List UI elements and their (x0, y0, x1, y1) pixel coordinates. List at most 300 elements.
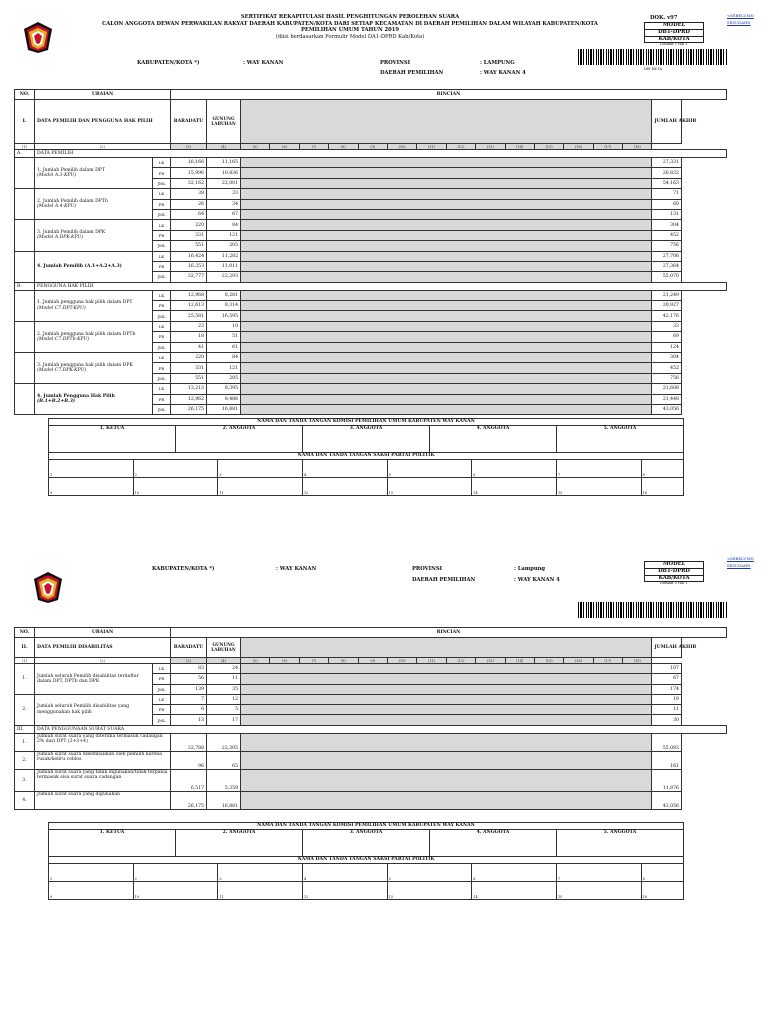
row-label (35, 694, 153, 725)
row-label (35, 353, 153, 384)
value-total: 71 (652, 189, 681, 199)
subheader-row (15, 100, 727, 144)
signature-title-row (49, 823, 684, 830)
value-gunung-labuhan: 8,486 (207, 394, 241, 404)
value-gunung-labuhan: 205 (207, 373, 241, 383)
table-row (15, 158, 727, 168)
column-number: (12) (446, 658, 475, 664)
row-number (15, 290, 35, 321)
value-baradatu: 16,166 (171, 158, 207, 168)
witness-slot: 1 (49, 460, 134, 478)
table-row (15, 664, 727, 674)
model-box (644, 22, 704, 43)
value-total: 11 (652, 705, 681, 715)
value-gunung-labuhan: 11 (207, 674, 241, 684)
gender-code: JML (153, 241, 171, 251)
gender-code: PR (153, 394, 171, 404)
sheet-1 (0, 0, 768, 510)
value-baradatu: 32,162 (171, 178, 207, 188)
row-number (15, 189, 35, 220)
section-row (15, 150, 727, 158)
empty-columns-fill (241, 373, 652, 383)
table-row (15, 384, 727, 394)
value-gunung-labuhan: 8,395 (207, 384, 241, 394)
value-total: 33 (652, 321, 681, 331)
row-label-source: (Model A.3-KPU) (37, 173, 77, 179)
empty-columns-fill (241, 311, 652, 321)
voter-data-table (14, 89, 727, 415)
value-baradatu: 220 (171, 353, 207, 363)
value-gunung-labuhan: 11,282 (207, 251, 241, 261)
row-label-text: 1. Jumlah pengguna hak pilih dalam DPT (37, 300, 133, 306)
next-link[interactable]: SESUDAHN (727, 563, 751, 568)
value-baradatu: 6,517 (171, 769, 207, 791)
row-label-text: 3. Jumlah pengguna hak pilih dalam DPK (37, 362, 133, 368)
value-total: 452 (652, 230, 681, 240)
empty-columns-fill (241, 769, 652, 791)
row-number: 3. (15, 769, 35, 791)
witness-slot: 11 (218, 882, 303, 900)
gender-code: LK (153, 189, 171, 199)
empty-columns-fill (241, 384, 652, 394)
dapil-value: : WAY KANAN 4 (514, 577, 560, 583)
empty-columns-fill (241, 684, 652, 694)
signature-member-3: 3. ANGGOTA (302, 830, 429, 857)
model-line-2: DB1-DPRD (645, 30, 703, 37)
value-baradatu: 32,777 (171, 272, 207, 282)
witness-slot: 11 (218, 478, 303, 496)
prov-value: : Lampung (514, 566, 546, 572)
value-total: 21,608 (652, 384, 681, 394)
value-total: 11,876 (652, 769, 681, 791)
section-number: B. (15, 282, 35, 290)
value-baradatu: 96 (171, 751, 207, 769)
col-no-header: NO. (15, 90, 35, 100)
column-number: (17) (593, 144, 622, 150)
value-baradatu: 38 (171, 189, 207, 199)
section-title: DATA PEMILIH DISABILITAS (35, 638, 171, 658)
witness-slot: 16 (641, 478, 683, 496)
section-number: A. (15, 150, 35, 158)
gender-code: LK (153, 251, 171, 261)
value-total: 27,364 (652, 261, 681, 271)
col-baradatu-header: BARADATU (171, 100, 207, 144)
column-number: (5) (241, 658, 270, 664)
value-total: 69 (652, 332, 681, 342)
value-gunung-labuhan: 5,359 (207, 769, 241, 791)
value-total: 304 (652, 353, 681, 363)
column-number: (17) (593, 658, 622, 664)
value-baradatu: 26 (171, 199, 207, 209)
column-number: (3) (171, 658, 207, 664)
value-total: 756 (652, 241, 681, 251)
value-total: 174 (652, 684, 681, 694)
gender-code: LK (153, 694, 171, 704)
column-number: (11) (417, 144, 446, 150)
row-number: 2. (15, 751, 35, 769)
value-gunung-labuhan: 121 (207, 230, 241, 240)
col-rincian-header: RINCIAN (171, 90, 727, 100)
row-number: 1. (15, 664, 35, 695)
value-baradatu: 83 (171, 664, 207, 674)
empty-columns-fill (241, 301, 652, 311)
row-label (35, 189, 153, 220)
value-total: 30 (652, 715, 681, 725)
row-number: 2. (15, 694, 35, 725)
signature-title: NAMA DAN TANDA TANGAN KOMISI PEMILIHAN UMUM KABUPATEN WAY KANAN (49, 419, 684, 426)
witness-slot: 3 (218, 460, 303, 478)
column-number: (9) (358, 658, 387, 664)
section-number: II. (15, 638, 35, 658)
value-total: 452 (652, 363, 681, 373)
column-number: (9) (358, 144, 387, 150)
row-label (35, 664, 153, 695)
row-label (35, 158, 153, 189)
col-jumlah-header: JUMLAH AKHIR (652, 100, 681, 144)
gender-code: LK (153, 384, 171, 394)
column-number: (6) (270, 144, 299, 150)
value-gunung-labuhan: 10 (207, 321, 241, 331)
value-total: 26,832 (652, 168, 681, 178)
value-gunung-labuhan: 11,165 (207, 158, 241, 168)
row-label-text: 3. Jumlah Pemilih dalam DPK (37, 230, 106, 236)
witness-slot: 7 (556, 864, 641, 882)
gender-code: LK (153, 290, 171, 300)
table-row (15, 220, 727, 230)
signature-member-2: 2. ANGGOTA (175, 426, 302, 453)
value-gunung-labuhan: 24 (207, 664, 241, 674)
kpu-logo-icon (32, 570, 64, 604)
empty-columns-fill (241, 664, 652, 674)
row-label: Jumlah surat suara yang diterima termasuk cadangan 2% dari DPT (2+3+4) (35, 733, 171, 751)
prov-label: PROVINSI (380, 60, 411, 66)
empty-columns-fill (241, 189, 652, 199)
value-baradatu: 16,353 (171, 261, 207, 271)
gender-code: JML (153, 342, 171, 352)
value-gunung-labuhan: 35 (207, 684, 241, 694)
empty-columns-fill (241, 230, 652, 240)
row-number (15, 321, 35, 352)
kab-label: KABUPATEN/KOTA *) (137, 60, 200, 66)
section-title: PENGGUNA HAK PILIH (35, 282, 727, 290)
signature-table (48, 418, 684, 496)
value-gunung-labuhan: 5 (207, 705, 241, 715)
value-total: 21,448 (652, 394, 681, 404)
column-number: (3) (171, 144, 207, 150)
value-baradatu: 551 (171, 241, 207, 251)
value-total: 756 (652, 373, 681, 383)
gender-code: PR (153, 674, 171, 684)
value-gunung-labuhan: 17 (207, 715, 241, 725)
witness-slot: 6 (472, 460, 557, 478)
signature-member-2: 2. ANGGOTA (175, 830, 302, 857)
value-gunung-labuhan: 205 (207, 241, 241, 251)
row-label-source: (Model A.DPK-KPU) (37, 235, 84, 241)
signature-title: NAMA DAN TANDA TANGAN KOMISI PEMILIHAN UMUM KABUPATEN WAY KANAN (49, 823, 684, 830)
ballot-row (15, 791, 727, 809)
gender-code: LK (153, 664, 171, 674)
row-label-text: Jumlah seluruh Pemilih disabilitas yang menggunakan hak pilih (37, 704, 130, 715)
witness-slot: 9 (49, 882, 134, 900)
value-total: 131 (652, 209, 681, 219)
section-title: DATA PENGGUNAAN SURAT SUARA (35, 725, 727, 733)
row-number: 4. (15, 791, 35, 809)
disability-ballot-table (14, 627, 727, 810)
value-gunung-labuhan: 10,836 (207, 168, 241, 178)
row-label-source: (Model C7.DPT-KPU) (37, 305, 86, 311)
prov-label: PROVINSI (412, 566, 443, 572)
empty-columns-fill (241, 290, 652, 300)
value-baradatu: 220 (171, 220, 207, 230)
signature-title-row (49, 419, 684, 426)
nav-links (727, 12, 754, 26)
row-label: Jumlah surat suara yang tidak digunakan/tidak terpakai termasuk sisa surat suara cadangan (35, 769, 171, 791)
signature-members-row (49, 426, 684, 453)
witness-title: NAMA DAN TANDA TANGAN SAKSI PARTAI POLITIK (49, 453, 684, 460)
gender-code: LK (153, 353, 171, 363)
value-total: 161 (652, 751, 681, 769)
value-total: 42,176 (652, 311, 681, 321)
empty-columns-fill (241, 178, 652, 188)
table-row (15, 321, 727, 331)
value-total: 27,331 (652, 158, 681, 168)
column-number: (13) (476, 658, 505, 664)
row-label (35, 321, 153, 352)
gender-code: JML (153, 373, 171, 383)
empty-columns-fill (241, 342, 652, 352)
witness-slot: 13 (387, 478, 472, 496)
gender-code: PR (153, 261, 171, 271)
signature-member-4: 4. ANGGOTA (429, 830, 556, 857)
value-gunung-labuhan: 12 (207, 694, 241, 704)
value-baradatu: 331 (171, 363, 207, 373)
barcode-icon (578, 49, 728, 65)
value-baradatu: 56 (171, 674, 207, 684)
section-row (15, 725, 727, 733)
row-number (15, 353, 35, 384)
witness-row (49, 478, 684, 496)
gender-code: PR (153, 301, 171, 311)
kpu-logo-icon (22, 20, 54, 54)
value-total: 20,927 (652, 301, 681, 311)
dapil-label: DAERAH PEMILIHAN (412, 577, 476, 583)
gender-code: JML (153, 272, 171, 282)
value-gunung-labuhan: 16,595 (207, 311, 241, 321)
value-baradatu: 139 (171, 684, 207, 694)
section-title: DATA PEMILIH DAN PENGGUNA HAK PILIH (35, 100, 171, 144)
row-label-source: (B.1+B.2+B.3) (37, 399, 76, 405)
value-baradatu: 6 (171, 705, 207, 715)
value-baradatu: 18 (171, 332, 207, 342)
dapil-value: : WAY KANAN 4 (480, 70, 526, 76)
next-link[interactable]: SESUDAHN (727, 20, 751, 25)
witness-slot: 15 (556, 478, 641, 496)
empty-columns-fill (241, 272, 652, 282)
value-total: 124 (652, 342, 681, 352)
row-number (15, 220, 35, 251)
column-number: (2) (35, 144, 171, 150)
col-uraian-header: URAIAN (35, 90, 171, 100)
empty-columns-fill (241, 321, 652, 331)
gender-code: JML (153, 715, 171, 725)
prov-value: : LAMPUNG (480, 60, 515, 66)
row-number (15, 251, 35, 282)
witness-slot: 7 (556, 460, 641, 478)
row-label: Jumlah surat suara yang digunakan (35, 791, 171, 809)
value-total: 67 (652, 674, 681, 684)
empty-columns-fill (241, 705, 652, 715)
empty-columns-fill (241, 332, 652, 342)
witness-title-row (49, 453, 684, 460)
signature-member-4: 4. ANGGOTA (429, 426, 556, 453)
signature-member-5: 5. ANGGOTA (556, 830, 683, 857)
value-total: 60 (652, 199, 681, 209)
witness-slot: 12 (302, 478, 387, 496)
title-line-2: CALON ANGGOTA DEWAN PERWAKILAN RAKYAT DAERAH KABUPATEN/KOTA DARI SETIAP KECAMATAN DI DAERAH PEMILIHAN DALAM WILAYAH KABUPATEN/KOTA (102, 20, 598, 27)
witness-slot: 14 (472, 882, 557, 900)
value-baradatu: 26,175 (171, 791, 207, 809)
row-label (35, 384, 153, 415)
value-gunung-labuhan: 84 (207, 220, 241, 230)
barcode-icon (578, 602, 728, 618)
witness-slot: 14 (472, 478, 557, 496)
empty-columns-fill (241, 694, 652, 704)
value-gunung-labuhan: 11,011 (207, 261, 241, 271)
witness-slot: 15 (556, 882, 641, 900)
value-total: 27,706 (652, 251, 681, 261)
section-title: DATA PEMILIH (35, 150, 727, 158)
value-total: 19 (652, 694, 681, 704)
table-row (15, 290, 727, 300)
col-baradatu-header: BARADATU (171, 638, 207, 658)
witness-title: NAMA DAN TANDA TANGAN SAKSI PARTAI POLITIK (49, 857, 684, 864)
column-number: (11) (417, 658, 446, 664)
gender-code: LK (153, 158, 171, 168)
value-baradatu: 551 (171, 373, 207, 383)
model-box (644, 561, 704, 582)
empty-columns-fill (241, 394, 652, 404)
column-number: (5) (241, 144, 270, 150)
gender-code: JML (153, 684, 171, 694)
model-line-3: KAB/KOTA (658, 35, 690, 42)
header-row (15, 90, 727, 100)
witness-title-row (49, 857, 684, 864)
model-line-2: DB1-DPRD (645, 569, 703, 576)
witness-row (49, 864, 684, 882)
value-baradatu: 41 (171, 342, 207, 352)
row-label-text: 1. Jumlah Pemilih dalam DPT (37, 167, 105, 173)
section-number: I. (15, 100, 35, 144)
column-number: (2) (35, 658, 171, 664)
sheet-2 (0, 550, 768, 1020)
barcode-caption: DB1-KK-1A (644, 67, 662, 71)
empty-columns-fill (241, 209, 652, 219)
signature-member-1: 1. KETUA (49, 830, 176, 857)
value-gunung-labuhan: 121 (207, 363, 241, 373)
gender-code: PR (153, 332, 171, 342)
witness-slot: 10 (133, 882, 218, 900)
value-baradatu: 7 (171, 694, 207, 704)
header-row (15, 628, 727, 638)
value-baradatu: 26,175 (171, 404, 207, 414)
column-number: (18) (623, 658, 652, 664)
empty-columns-fill (241, 638, 652, 658)
ballot-row (15, 751, 727, 769)
nav-links (727, 555, 754, 569)
empty-columns-fill (241, 363, 652, 373)
row-label (35, 290, 153, 321)
signature-member-5: 5. ANGGOTA (556, 426, 683, 453)
value-total: 21,249 (652, 290, 681, 300)
signature-member-1: 1. KETUA (49, 426, 176, 453)
ballot-row (15, 769, 727, 791)
signature-member-3: 3. ANGGOTA (302, 426, 429, 453)
value-gunung-labuhan: 16,881 (207, 404, 241, 414)
gender-code: LK (153, 321, 171, 331)
witness-slot: 5 (387, 864, 472, 882)
prev-link[interactable]: <SEBELUMN (727, 556, 754, 561)
value-gunung-labuhan: 33 (207, 189, 241, 199)
column-number: (4) (207, 658, 241, 664)
value-baradatu: 15,996 (171, 168, 207, 178)
column-number: (14) (505, 658, 534, 664)
dapil-label: DAERAH PEMILIHAN (380, 70, 444, 76)
subheader-row (15, 638, 727, 658)
value-gunung-labuhan: 67 (207, 209, 241, 219)
document-title (80, 14, 620, 40)
sheet-label: Lembar 1 Hal 1 (660, 42, 688, 46)
empty-columns-fill (241, 100, 652, 144)
kab-value: : WAY KANAN (276, 566, 317, 572)
row-label-source: (Model C7.DPK-KPU) (37, 368, 87, 374)
value-gunung-labuhan: 8,281 (207, 290, 241, 300)
empty-columns-fill (241, 261, 652, 271)
title-line-4: (diisi berdasarkan Formulir Model DA1-DPRD Kab/Kota) (275, 33, 425, 40)
section-row (15, 282, 727, 290)
row-label-text: 2. Jumlah Pemilih dalam DPTb (37, 198, 108, 204)
model-line-1: MODEL (645, 562, 703, 569)
column-number: (13) (476, 144, 505, 150)
witness-row (49, 460, 684, 478)
column-number: (15) (534, 144, 563, 150)
witness-row (49, 882, 684, 900)
column-number: (1) (15, 144, 35, 150)
row-label: Jumlah surat suara dikembalikan oleh pemilih karena rusak/keliru coblos (35, 751, 171, 769)
model-line-3: KAB/KOTA (658, 574, 690, 581)
value-baradatu: 23 (171, 321, 207, 331)
witness-slot: 9 (49, 478, 134, 496)
row-label-text: Jumlah seluruh Pemilih disabilitas terdaftar dalam DPT, DPTb dan DPK (37, 673, 139, 684)
table-row (15, 251, 727, 261)
empty-columns-fill (241, 241, 652, 251)
column-number: (7) (299, 658, 328, 664)
value-baradatu: 12,962 (171, 394, 207, 404)
witness-slot: 2 (133, 460, 218, 478)
value-gunung-labuhan: 34 (207, 199, 241, 209)
ballot-row (15, 733, 727, 751)
empty-columns-fill (241, 251, 652, 261)
empty-columns-fill (241, 404, 652, 414)
kab-value: : WAY KANAN (243, 60, 284, 66)
prev-link[interactable]: <SEBELUMN (727, 13, 754, 18)
column-number: (10) (387, 658, 416, 664)
witness-slot: 2 (133, 864, 218, 882)
witness-slot: 10 (133, 478, 218, 496)
witness-slot: 13 (387, 882, 472, 900)
column-number: (4) (207, 144, 241, 150)
gender-code: JML (153, 311, 171, 321)
witness-slot: 8 (641, 864, 683, 882)
